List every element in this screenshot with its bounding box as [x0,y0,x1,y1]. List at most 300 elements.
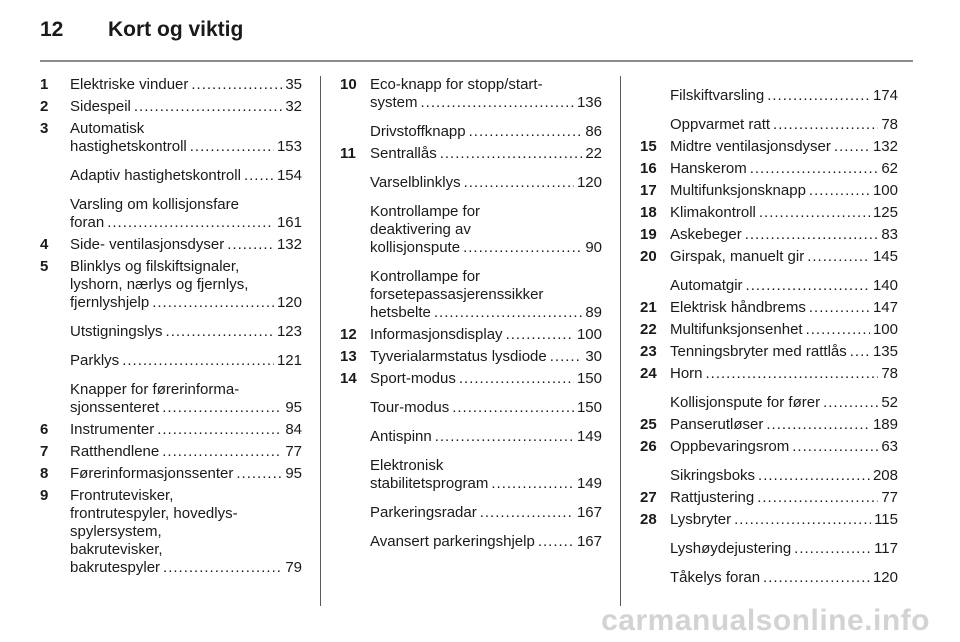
entry-last-line [670,248,898,266]
entry-label: stabilitetsprogram [370,475,489,492]
index-entry [340,533,602,551]
entry-last-line [670,438,898,456]
page-reference: 154 [276,167,302,184]
entry-text [70,352,302,370]
entry-last-line [370,348,602,366]
item-number [40,352,70,370]
item-number: 23 [640,343,657,360]
entry-text [670,204,898,222]
index-column-3 [640,76,898,591]
page-reference: 167 [576,533,602,550]
page-reference: 89 [585,304,602,321]
dot-leader [463,239,582,257]
entry-label-line: Knapper for førerinforma- [70,381,240,398]
dot-leader [750,160,879,178]
dot-leader [152,294,274,312]
index-entry [640,511,898,529]
page-reference: 136 [576,94,602,111]
entry-label: Automatgir [670,277,743,294]
entry-label: Multifunksjonsenhet [670,321,803,338]
index-entry [640,87,898,105]
page-reference: 63 [881,438,898,455]
entry-label: Parkeringsradar [370,504,477,521]
entry-last-line [70,421,302,439]
entry-label-line: Blinklys og filskiftsignaler, [70,258,240,275]
page-reference: 90 [585,239,602,256]
entry-text [670,540,898,558]
item-number: 7 [40,443,49,460]
index-column-1 [40,76,302,581]
entry-label: Varselblinklys [370,174,461,191]
entry-text [70,381,302,417]
dot-leader [834,138,870,156]
item-number [40,196,70,232]
entry-label: Oppbevaringsrom [670,438,790,455]
page-reference: 83 [881,226,898,243]
item-number: 4 [40,236,49,253]
index-entry [640,467,898,485]
entry-text [70,236,302,254]
dot-leader [435,428,574,446]
dot-leader [227,236,274,254]
item-number [640,116,670,134]
dot-leader [706,365,879,383]
item-number [340,203,370,257]
page-reference: 115 [874,511,898,528]
page-reference: 189 [872,416,898,433]
entry-label: Kollisjonspute for fører [670,394,821,411]
dot-leader [122,352,274,370]
page-reference: 208 [872,467,898,484]
dot-leader [107,214,274,232]
entry-label: Rattjustering [670,489,755,506]
entry-last-line [70,399,302,417]
entry-last-line [670,343,898,361]
entry-label-line: spylersystem, [70,523,162,540]
entry-text [370,174,602,192]
entry-label: Midtre ventilasjonsdyser [670,138,831,155]
entry-label: Ratthendlene [70,443,160,460]
dot-leader [759,204,870,222]
entry-text [670,467,898,485]
entry-label: Askebeger [670,226,742,243]
column-divider [320,76,321,606]
dot-leader [746,277,870,295]
index-entry [40,487,302,577]
entry-label-line: Kontrollampe for [370,268,481,285]
item-number [340,174,370,192]
index-entry [640,569,898,587]
item-number: 15 [640,138,657,155]
entry-last-line [670,299,898,317]
entry-last-line [670,182,898,200]
index-entry [640,489,898,507]
page-reference: 77 [881,489,898,506]
entry-last-line [670,116,898,134]
entry-text [670,438,898,456]
entry-label: sjonssenteret [70,399,160,416]
page-reference: 123 [276,323,302,340]
entry-text [670,394,898,412]
item-number: 9 [40,487,49,504]
entry-last-line [370,239,602,257]
page-reference: 149 [576,475,602,492]
entry-last-line [70,236,302,254]
item-number: 22 [640,321,657,338]
index-entry [640,365,898,383]
page-reference: 95 [285,465,302,482]
entry-text [70,443,302,461]
entry-text [670,138,898,156]
entry-label: Panserutløser [670,416,764,433]
page-reference: 62 [881,160,898,177]
dot-leader [763,569,870,587]
entry-label-line: Eco-knapp for stopp/start- [370,76,543,93]
entry-text [670,489,898,507]
entry-text [70,196,302,232]
page-reference: 22 [585,145,602,162]
dot-leader [459,370,574,388]
entry-text [70,98,302,116]
entry-label: kollisjonspute [370,239,461,256]
item-number: 10 [340,76,357,93]
item-number [340,268,370,322]
entry-label: Informasjonsdisplay [370,326,503,343]
entry-last-line [670,87,898,105]
page-reference: 77 [285,443,302,460]
item-number: 6 [40,421,49,438]
index-entry [40,352,302,370]
item-number [40,381,70,417]
page-reference: 145 [872,248,898,265]
item-number [340,428,370,446]
index-entry [40,98,302,116]
entry-text [370,145,602,163]
index-entry [340,399,602,417]
index-entry [340,123,602,141]
entry-text [70,487,302,577]
entry-last-line [370,326,602,344]
entry-label: Parklys [70,352,120,369]
dot-leader [823,394,878,412]
item-number: 5 [40,258,49,275]
index-entry [640,394,898,412]
item-number: 11 [340,145,356,162]
page-reference: 167 [576,504,602,521]
entry-text [670,116,898,134]
dot-leader [244,167,274,185]
page-reference: 140 [872,277,898,294]
item-number: 20 [640,248,657,265]
item-number [640,277,670,295]
entry-text [70,258,302,312]
entry-text [670,248,898,266]
entry-text [670,416,898,434]
entry-text [670,160,898,178]
entry-label: Førerinformasjonssenter [70,465,234,482]
page-reference: 100 [872,182,898,199]
index-entry [640,226,898,244]
index-entry [40,323,302,341]
entry-label-line: Automatisk [70,120,145,137]
item-number: 18 [640,204,657,221]
dot-leader [766,416,870,434]
entry-last-line [670,569,898,587]
entry-label: Sentrallås [370,145,437,162]
entry-last-line [70,443,302,461]
index-entry [40,443,302,461]
dot-leader [469,123,583,141]
page-reference: 79 [285,559,302,576]
dot-leader [464,174,574,192]
entry-text [370,76,602,112]
dot-leader [162,399,282,417]
page-reference: 32 [285,98,302,115]
dot-leader [809,182,870,200]
entry-text [370,457,602,493]
dot-leader [794,540,871,558]
dot-leader [440,145,583,163]
entry-last-line [70,465,302,483]
item-number [640,540,670,558]
dot-leader [734,511,871,529]
entry-text [370,428,602,446]
entry-label: Antispinn [370,428,432,445]
entry-label-line: frontrutespyler, hovedlys- [70,505,238,522]
dot-leader [236,465,282,483]
page-number: 12 [40,18,64,41]
dot-leader [166,323,274,341]
entry-text [370,203,602,257]
entry-label: Tenningsbryter med rattlås [670,343,847,360]
entry-label: fjernlyshjelp [70,294,150,311]
page-reference: 35 [285,76,302,93]
entry-label: bakrutespyler [70,559,161,576]
index-entry [640,438,898,456]
entry-label: Sidespeil [70,98,131,115]
index-entry [640,204,898,222]
entry-label: Sikringsboks [670,467,756,484]
item-number: 2 [40,98,49,115]
item-number [40,323,70,341]
index-entry [640,540,898,558]
index-entry [40,236,302,254]
entry-label: foran [70,214,105,231]
entry-last-line [70,138,302,156]
item-number: 24 [640,365,657,382]
entry-text [370,123,602,141]
page-reference: 147 [872,299,898,316]
entry-label: Drivstoffknapp [370,123,466,140]
entry-text [70,76,302,94]
dot-leader [809,299,870,317]
item-number: 19 [640,226,657,243]
entry-last-line [70,559,302,577]
item-number: 13 [340,348,357,365]
dot-leader [550,348,583,366]
entry-text [670,226,898,244]
entry-text [670,569,898,587]
index-entry [40,120,302,156]
index-entry [40,76,302,94]
entry-last-line [670,365,898,383]
entry-label-line: Elektronisk [370,457,444,474]
header-rule [40,60,913,62]
entry-label: Klimakontroll [670,204,756,221]
entry-label: Elektrisk håndbrems [670,299,806,316]
entry-text [370,399,602,417]
dot-leader [773,116,878,134]
entry-last-line [370,123,602,141]
entry-text [670,299,898,317]
entry-last-line [370,504,602,522]
entry-last-line [70,323,302,341]
dot-leader [191,76,282,94]
index-entry [340,76,602,112]
page-reference: 78 [881,365,898,382]
item-number [40,167,70,185]
entry-text [370,533,602,551]
index-entry [640,116,898,134]
index-entry [640,182,898,200]
index-entry [340,457,602,493]
entry-label: Tour-modus [370,399,450,416]
dot-leader [807,248,870,266]
page-reference: 149 [576,428,602,445]
entry-last-line [370,399,602,417]
page-reference: 95 [285,399,302,416]
page-reference: 150 [576,399,602,416]
entry-label: Horn [670,365,703,382]
entry-last-line [670,416,898,434]
dot-leader [190,138,274,156]
page-reference: 86 [585,123,602,140]
dot-leader [162,443,282,461]
entry-label: system [370,94,418,111]
item-number: 16 [640,160,657,177]
page-reference: 125 [872,204,898,221]
index-entry [340,203,602,257]
entry-last-line [370,428,602,446]
entry-text [670,182,898,200]
index-entry [40,258,302,312]
entry-label: Instrumenter [70,421,155,438]
dot-leader [506,326,574,344]
entry-label-line: bakrutevisker, [70,541,163,558]
entry-label: Girspak, manuelt gir [670,248,805,265]
entry-last-line [670,204,898,222]
entry-label: Utstigningslys [70,323,163,340]
entry-text [670,365,898,383]
item-number: 25 [640,416,657,433]
page-reference: 153 [276,138,302,155]
entry-label-line: deaktivering av [370,221,471,238]
item-number: 3 [40,120,49,137]
page-title: Kort og viktig [108,18,244,41]
item-number [340,399,370,417]
item-number: 14 [340,370,357,387]
entry-label: Adaptiv hastighetskontroll [70,167,241,184]
page-reference: 100 [872,321,898,338]
entry-last-line [370,370,602,388]
page-reference: 132 [276,236,302,253]
item-number [340,457,370,493]
item-number: 17 [640,182,657,199]
entry-label: hastighetskontroll [70,138,187,155]
entry-last-line [670,489,898,507]
dot-leader [491,475,574,493]
entry-text [70,323,302,341]
index-entry [340,370,602,388]
index-entry [340,174,602,192]
entry-text [370,348,602,366]
page-reference: 161 [276,214,302,231]
entry-last-line [70,76,302,94]
item-number [640,87,670,105]
page-reference: 120 [276,294,302,311]
page-reference: 121 [276,352,302,369]
page-reference: 120 [872,569,898,586]
entry-label: Filskiftvarsling [670,87,765,104]
entry-label: Hanskerom [670,160,747,177]
index-entry [40,196,302,232]
entry-label: Avansert parkeringshjelp [370,533,535,550]
index-column-2 [340,76,602,555]
index-entry [340,348,602,366]
dot-leader [157,421,282,439]
entry-label-line: Varsling om kollisjonsfare [70,196,239,213]
index-entry [640,299,898,317]
entry-label: Tyverialarmstatus lysdiode [370,348,547,365]
index-entry [640,248,898,266]
page-header [40,18,243,48]
index-entry [40,465,302,483]
index-entry [340,504,602,522]
entry-last-line [670,160,898,178]
index-entry [40,167,302,185]
entry-label-line: lyshorn, nærlys og fjernlys, [70,276,249,293]
entry-last-line [70,214,302,232]
entry-text [70,421,302,439]
item-number [640,467,670,485]
entry-last-line [370,475,602,493]
entry-last-line [670,540,898,558]
item-number: 21 [640,299,657,316]
entry-label: Multifunksjonsknapp [670,182,806,199]
entry-last-line [670,394,898,412]
entry-label: Lyshøydejustering [670,540,792,557]
entry-last-line [70,294,302,312]
dot-leader [757,489,878,507]
page-reference: 30 [585,348,602,365]
item-number: 28 [640,511,657,528]
entry-last-line [670,511,898,529]
item-number: 27 [640,489,657,506]
entry-label-line: Kontrollampe for [370,203,481,220]
page-reference: 174 [872,87,898,104]
page-reference: 120 [576,174,602,191]
entry-last-line [370,174,602,192]
entry-last-line [670,226,898,244]
index-entry [340,145,602,163]
dot-leader [758,467,870,485]
entry-last-line [70,352,302,370]
item-number: 1 [40,76,49,93]
entry-last-line [370,533,602,551]
entry-text [370,326,602,344]
dot-leader [163,559,282,577]
entry-label: Lysbryter [670,511,732,528]
